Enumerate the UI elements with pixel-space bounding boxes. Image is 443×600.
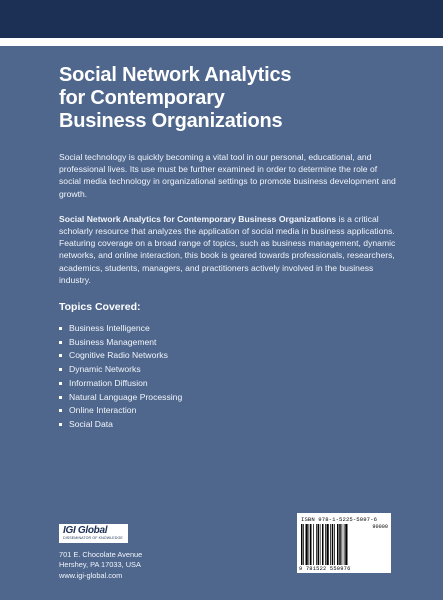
address-line-1: 701 E. Chocolate Avenue: [59, 550, 143, 559]
barcode-bar: [332, 524, 334, 565]
topic-item: Business Management: [59, 336, 399, 350]
barcode-bar: [318, 524, 320, 565]
description-book-title: Social Network Analytics for Contemporary Business Organizations: [59, 213, 337, 224]
logo-tagline: DISSEMINATOR OF KNOWLEDGE: [63, 536, 123, 540]
barcode-bar: [313, 524, 314, 565]
topic-item: Information Diffusion: [59, 377, 399, 391]
logo-text: IGI Global: [63, 525, 108, 536]
barcode-number: 9 781522 550976: [299, 566, 351, 572]
barcode-bar: [345, 524, 347, 565]
topics-heading: Topics Covered:: [59, 301, 141, 314]
barcode-bar: [316, 524, 317, 565]
barcode-graphic: [301, 524, 363, 565]
publisher-logo: [59, 524, 128, 543]
barcode-box: [297, 513, 391, 573]
barcode-bar: [322, 524, 324, 565]
description-paragraph: [59, 213, 399, 286]
barcode-bar: [344, 524, 345, 565]
title-line-3: Business Organizations: [59, 110, 283, 132]
barcode-bar: [330, 524, 331, 565]
publisher-website: www.igi-global.com: [59, 570, 123, 580]
barcode-bars: [301, 524, 387, 565]
barcode-bar: [334, 524, 335, 565]
description-text: is a critical scholarly resource that analyzes the application of social media in business applications. Featuring coverage on a broad range of topics, such as business management, dynamic networks, and online interaction, this book is geared towards professionals, researchers, academics, students, managers, and practitioners actively involved in the business industry.: [59, 213, 396, 285]
topic-item: Dynamic Networks: [59, 363, 399, 377]
publisher-block: [59, 524, 142, 581]
address-line-2: Hershey, PA 17033, USA: [59, 560, 141, 570]
title-line-2: for Contemporary: [59, 87, 225, 109]
barcode-bar: [325, 524, 326, 565]
back-cover-content: [59, 46, 399, 432]
barcode-bar: [301, 524, 303, 565]
barcode-bar: [303, 524, 304, 565]
barcode-bar: [309, 524, 310, 565]
topic-item: Business Intelligence: [59, 322, 399, 336]
barcode-bar: [310, 524, 312, 565]
barcode-bar: [327, 524, 329, 565]
barcode-bar: [342, 524, 343, 565]
publisher-address: [59, 550, 142, 581]
topic-item: Natural Language Processing: [59, 391, 399, 405]
barcode-bar: [337, 524, 339, 565]
topic-item: Cognitive Radio Networks: [59, 349, 399, 363]
top-band: [0, 0, 443, 38]
book-title: [59, 64, 399, 133]
barcode-bar: [306, 524, 308, 565]
price-code: 90000: [372, 524, 388, 530]
barcode-bar: [320, 524, 321, 565]
isbn-label: ISBN 978-1-5225-5097-6: [301, 516, 378, 523]
topic-item: Social Data: [59, 418, 399, 432]
barcode-bar: [339, 524, 341, 565]
topics-list: [59, 322, 399, 432]
topic-item: Online Interaction: [59, 404, 399, 418]
title-line-1: Social Network Analytics: [59, 64, 292, 86]
top-stripe: [0, 38, 443, 46]
intro-paragraph: Social technology is quickly becoming a vital tool in our personal, educational, and professional lives. Its use must be further examined in order to determine the role of social media technology in organizational settings to promote business development and growth.: [59, 152, 396, 199]
